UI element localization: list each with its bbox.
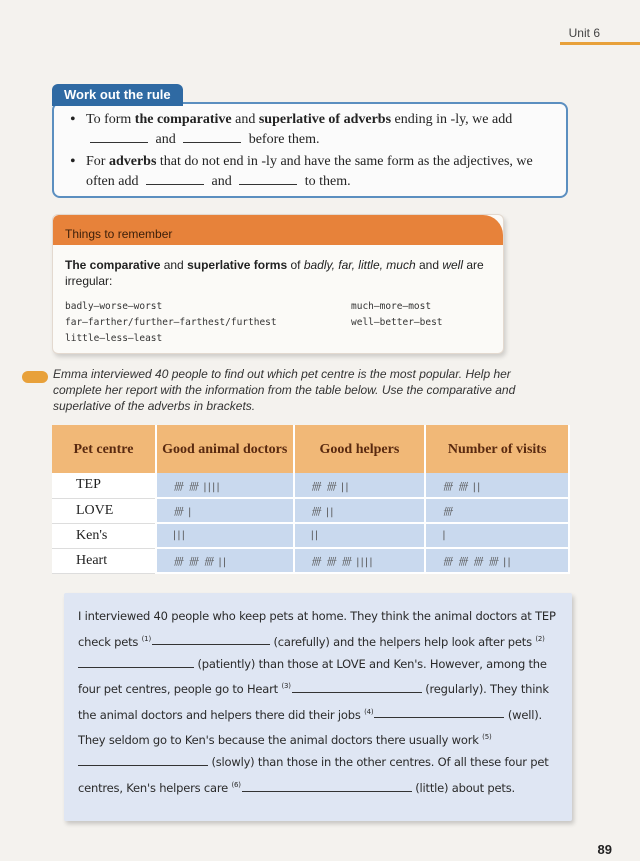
table-header-row — [52, 425, 569, 473]
task-marker — [22, 371, 48, 383]
task-instruction: Emma interviewed 40 people to find out which pet centre is the most popular. Help her complete her report with the information from the table below. Use the comparative and superlative of the adverbs in brackets. — [53, 367, 516, 413]
tally-cell: 卌 || — [294, 498, 426, 523]
irregular-form: much—more—most — [351, 301, 432, 312]
tally-cell: 卌 卌 |||| — [156, 473, 294, 498]
tally-cell: 卌 | — [156, 498, 294, 523]
table-header: Pet centre — [52, 425, 156, 473]
table-row — [52, 548, 569, 573]
rule-blank[interactable] — [146, 173, 204, 185]
table-cell: Ken's — [52, 523, 156, 548]
answer-blank-2[interactable] — [78, 656, 194, 668]
report-text: I interviewed 40 people who keep pets at home. They think the animal doctors at TEP check pets $^{(1)}$ (carefully) and the helpers help look after pets $^{(2)}$ (patiently) than those at LOVE and Ken's. However, among the four pet centres, people go to Heart $^{(3)}$ (regularly). They think the animal doctors and helpers there did their jobs $^{(4)}$ (well). They seldom go to Ken's because the animal doctors there usually work $^{(5)}$ (slowly) than those in the other centres. Of all these four pet centres, Ken's helpers care $^{(6)}$ (little) about pets. — [78, 609, 556, 795]
answer-blank-5[interactable] — [78, 754, 208, 766]
unit-label: Unit 6 — [568, 26, 600, 40]
gap-number: (3) — [281, 682, 291, 691]
tally-cell: 卌 卌 卌 || — [156, 548, 294, 573]
table-row — [52, 473, 569, 498]
tally-cell: 卌 卌 || — [294, 473, 426, 498]
answer-blank-1[interactable] — [152, 633, 270, 645]
unit-accent-line — [560, 42, 640, 45]
irregular-form: little—less—least — [65, 333, 163, 344]
answer-blank-6[interactable] — [242, 780, 412, 792]
rule-bullet-1: • To form the comparative and superlative of adverbs ending in -ly, we add and before them. — [68, 110, 563, 150]
gap-number: (5) — [482, 732, 492, 741]
irregular-form: far—farther/further—farthest/furthest — [65, 317, 277, 328]
tally-cell: ||| — [156, 523, 294, 548]
table-row — [52, 498, 569, 523]
table-header: Number of visits — [425, 425, 569, 473]
tally-cell: 卌 — [425, 498, 569, 523]
irregular-forms-right — [351, 299, 443, 331]
rule-blank[interactable] — [239, 173, 297, 185]
gap-number: (4) — [364, 707, 374, 716]
report-card — [64, 593, 572, 821]
remember-title: Things to remember — [53, 215, 503, 245]
gap-number: (1) — [141, 634, 151, 643]
pet-centre-table — [52, 425, 570, 574]
rule-bullet-2: • For adverbs that do not end in -ly and have the same form as the adjectives, we often add and to them. — [68, 152, 563, 192]
rule-list — [68, 110, 563, 194]
answer-blank-3[interactable] — [292, 681, 422, 693]
tally-cell: 卌 卌 || — [425, 473, 569, 498]
irregular-form: badly—worse—worst — [65, 301, 163, 312]
remember-intro: The comparative and superlative forms of badly, far, little, much and well are irregular: — [65, 258, 484, 288]
tally-cell: 卌 卌 卌 卌 || — [425, 548, 569, 573]
page-number: 89 — [597, 842, 612, 857]
table-header: Good helpers — [294, 425, 426, 473]
tally-cell: || — [294, 523, 426, 548]
rule-blank[interactable] — [90, 131, 148, 143]
table-cell: LOVE — [52, 498, 156, 523]
table-row — [52, 523, 569, 548]
table-cell: TEP — [52, 473, 156, 498]
answer-blank-4[interactable] — [374, 706, 504, 718]
rule-title: Work out the rule — [52, 84, 183, 106]
gap-number: (2) — [535, 634, 545, 643]
irregular-forms-left — [65, 299, 277, 347]
table-cell: Heart — [52, 548, 156, 573]
tally-cell: | — [425, 523, 569, 548]
rule-blank[interactable] — [183, 131, 241, 143]
tally-cell: 卌 卌 卌 |||| — [294, 548, 426, 573]
irregular-form: well—better—best — [351, 317, 443, 328]
table-header: Good animal doctors — [156, 425, 294, 473]
gap-number: (6) — [231, 780, 241, 789]
remember-box — [52, 214, 504, 354]
